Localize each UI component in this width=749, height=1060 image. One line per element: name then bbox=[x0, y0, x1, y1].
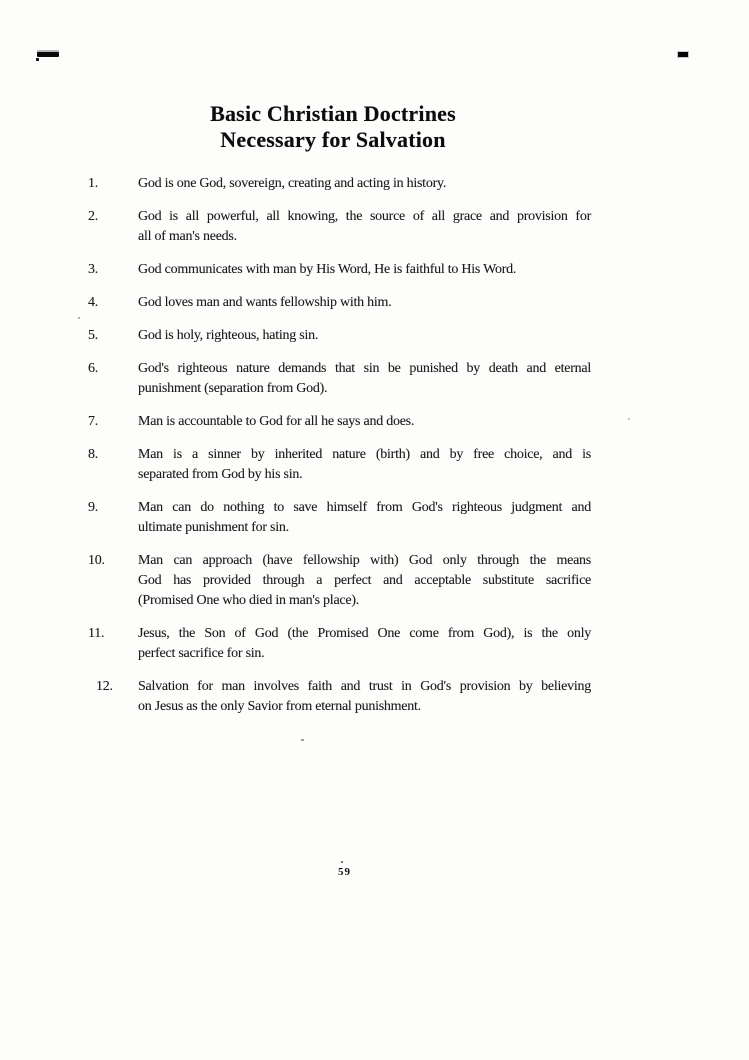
doctrine-text bbox=[138, 498, 591, 538]
doctrine-number: 12. bbox=[96, 679, 113, 694]
doctrine-line: punishment (separation from God). bbox=[138, 381, 328, 396]
doctrine-line: Man can do nothing to save himself from God's righteous judgment and bbox=[138, 500, 591, 515]
doctrine-item bbox=[88, 359, 598, 399]
doctrine-item bbox=[88, 412, 598, 432]
doctrine-line: on Jesus as the only Savior from eternal punishment. bbox=[138, 699, 421, 714]
doctrine-number: 3. bbox=[88, 262, 98, 277]
doctrine-line: Salvation for man involves faith and trust in God's provision by believing bbox=[138, 679, 591, 694]
page-number: 59 bbox=[338, 866, 351, 878]
doctrine-line: all of man's needs. bbox=[138, 229, 237, 244]
doctrine-text bbox=[138, 207, 591, 247]
doctrine-line: God's righteous nature demands that sin be punished by death and eternal bbox=[138, 361, 591, 376]
doctrine-line: ultimate punishment for sin. bbox=[138, 520, 289, 535]
doctrine-number: 11. bbox=[88, 626, 105, 641]
page-title bbox=[0, 101, 666, 153]
doctrine-text bbox=[138, 174, 591, 194]
doctrine-item bbox=[88, 174, 598, 194]
doctrine-number: 10. bbox=[88, 553, 105, 568]
doctrine-line: separated from God by his sin. bbox=[138, 467, 303, 482]
doctrine-text bbox=[138, 445, 591, 485]
doctrine-item bbox=[88, 445, 598, 485]
doctrine-text bbox=[138, 293, 591, 313]
doctrine-number: 6. bbox=[88, 361, 98, 376]
scan-speck bbox=[78, 317, 80, 319]
doctrine-line: Man can approach (have fellowship with) God only through the means bbox=[138, 553, 591, 568]
doctrine-line: Man is a sinner by inherited nature (birth) and by free choice, and is bbox=[138, 447, 591, 462]
doctrine-item bbox=[88, 326, 598, 346]
photocopy-corner-mark-left bbox=[37, 52, 59, 57]
doctrine-item bbox=[88, 207, 598, 247]
doctrine-item bbox=[88, 293, 598, 313]
doctrine-list bbox=[88, 174, 598, 730]
doctrine-text bbox=[138, 260, 591, 280]
scan-speck bbox=[628, 418, 630, 420]
doctrine-line: (Promised One who died in man's place). bbox=[138, 593, 359, 608]
doctrine-line: God communicates with man by His Word, He is faithful to His Word. bbox=[138, 262, 517, 277]
doctrine-number: 8. bbox=[88, 447, 98, 462]
doctrine-item bbox=[88, 260, 598, 280]
doctrine-text bbox=[138, 359, 591, 399]
doctrine-line: God is one God, sovereign, creating and acting in history. bbox=[138, 176, 447, 191]
doctrine-line: Jesus, the Son of God (the Promised One come from God), is the only bbox=[138, 626, 591, 641]
page-title-line1: Basic Christian Doctrines bbox=[210, 101, 456, 126]
doctrine-text bbox=[138, 677, 591, 717]
doctrine-item bbox=[88, 551, 598, 611]
doctrine-text bbox=[138, 412, 591, 432]
doctrine-number: 2. bbox=[88, 209, 98, 224]
doctrine-line: God is all powerful, all knowing, the source of all grace and provision for bbox=[138, 209, 591, 224]
doctrine-number: 9. bbox=[88, 500, 98, 515]
page-title-line2: Necessary for Salvation bbox=[220, 127, 446, 152]
doctrine-text bbox=[138, 624, 591, 664]
doctrine-line: Man is accountable to God for all he says and does. bbox=[138, 414, 415, 429]
doctrine-number: 1. bbox=[88, 176, 98, 191]
doctrine-text bbox=[138, 326, 591, 346]
doctrine-item bbox=[88, 677, 598, 717]
doctrine-line: perfect sacrifice for sin. bbox=[138, 646, 265, 661]
doctrine-text bbox=[138, 551, 591, 611]
doctrine-number: 5. bbox=[88, 328, 98, 343]
doctrine-item bbox=[88, 624, 598, 664]
photocopy-corner-mark-right bbox=[678, 52, 688, 57]
doctrine-number: 4. bbox=[88, 295, 98, 310]
doctrine-line: God is holy, righteous, hating sin. bbox=[138, 328, 319, 343]
doctrine-line: God has provided through a perfect and acceptable substitute sacrifice bbox=[138, 573, 591, 588]
scan-speck bbox=[341, 861, 343, 863]
doctrine-line: God loves man and wants fellowship with him. bbox=[138, 295, 392, 310]
scan-speck bbox=[301, 739, 304, 741]
doctrine-item bbox=[88, 498, 598, 538]
doctrine-number: 7. bbox=[88, 414, 98, 429]
